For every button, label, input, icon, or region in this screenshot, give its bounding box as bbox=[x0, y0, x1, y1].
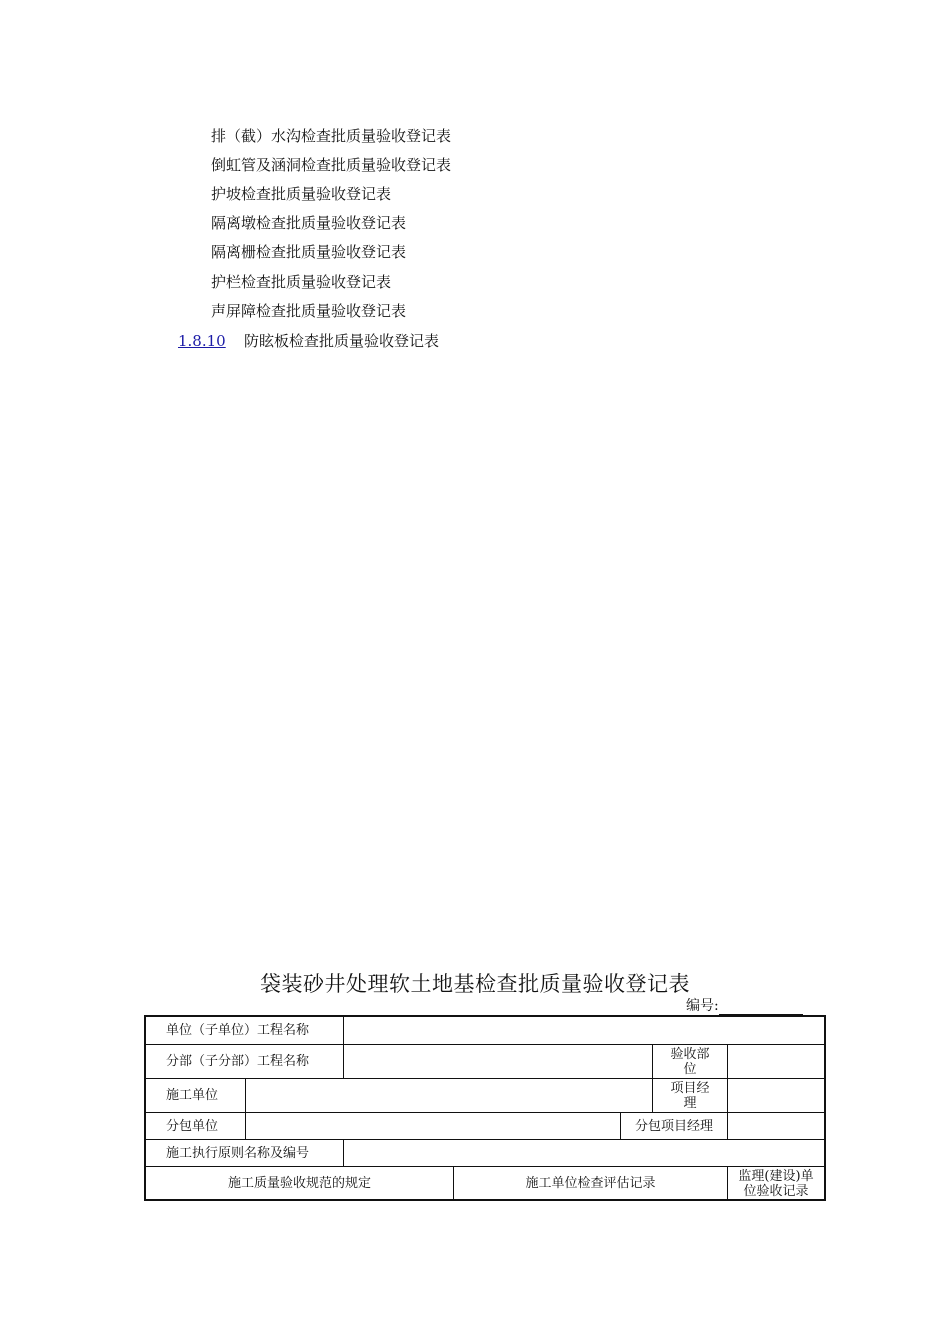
serial-number bbox=[686, 997, 803, 1015]
toc-item: 隔离墩检查批质量验收登记表 bbox=[211, 214, 407, 232]
value-sub-project-name[interactable] bbox=[344, 1045, 652, 1078]
value-construction-unit[interactable] bbox=[246, 1079, 652, 1112]
value-standard-name[interactable] bbox=[344, 1140, 824, 1166]
toc-item: 倒虹管及涵洞检查批质量验收登记表 bbox=[211, 156, 452, 174]
serial-label: 编号: bbox=[686, 998, 719, 1014]
toc-item: 隔离栅检查批质量验收登记表 bbox=[211, 243, 407, 261]
label-standard-name: 施工执行原则名称及编号 bbox=[166, 1145, 310, 1161]
form-title: 袋装砂井处理软土地基检查批质量验收登记表 bbox=[260, 972, 690, 996]
col-divider bbox=[652, 1044, 653, 1078]
header-supervision-record: 监理(建设)单位验收记录 bbox=[738, 1168, 814, 1199]
label-project-manager: 项目经理 bbox=[670, 1080, 710, 1111]
toc-item: 护栏检查批质量验收登记表 bbox=[211, 273, 392, 291]
value-unit-project-name[interactable] bbox=[344, 1017, 824, 1044]
value-subcontract-manager[interactable] bbox=[728, 1113, 824, 1139]
acceptance-form-table bbox=[144, 1015, 826, 1201]
label-acceptance-part: 验收部位 bbox=[670, 1046, 710, 1077]
col-divider bbox=[652, 1078, 653, 1112]
toc-item-label: 防眩板检查批质量验收登记表 bbox=[244, 332, 440, 350]
value-acceptance-part[interactable] bbox=[728, 1045, 824, 1078]
label-construction-unit: 施工单位 bbox=[166, 1088, 219, 1103]
label-subcontract-manager: 分包项目经理 bbox=[634, 1118, 713, 1134]
toc-item: 排（截）水沟检查批质量验收登记表 bbox=[211, 127, 452, 145]
toc-item: 声屏障检查批质量验收登记表 bbox=[211, 302, 407, 320]
serial-input-line[interactable] bbox=[719, 999, 803, 1015]
value-subcontract-unit[interactable] bbox=[246, 1113, 620, 1139]
toc-item-numbered bbox=[178, 331, 439, 351]
header-spec-requirement: 施工质量验收规范的规定 bbox=[227, 1176, 371, 1191]
col-divider bbox=[727, 1166, 728, 1199]
header-construction-check: 施工单位检查评估记录 bbox=[525, 1176, 656, 1191]
label-subcontract-unit: 分包单位 bbox=[166, 1118, 219, 1134]
label-sub-project-name: 分部（子分部）工程名称 bbox=[166, 1054, 310, 1069]
label-unit-project-name: 单位（子单位）工程名称 bbox=[166, 1023, 310, 1038]
toc-item: 护坡检查批质量验收登记表 bbox=[211, 185, 392, 203]
toc-number-link[interactable]: 1.8.10 bbox=[178, 332, 226, 350]
value-project-manager[interactable] bbox=[728, 1079, 824, 1112]
